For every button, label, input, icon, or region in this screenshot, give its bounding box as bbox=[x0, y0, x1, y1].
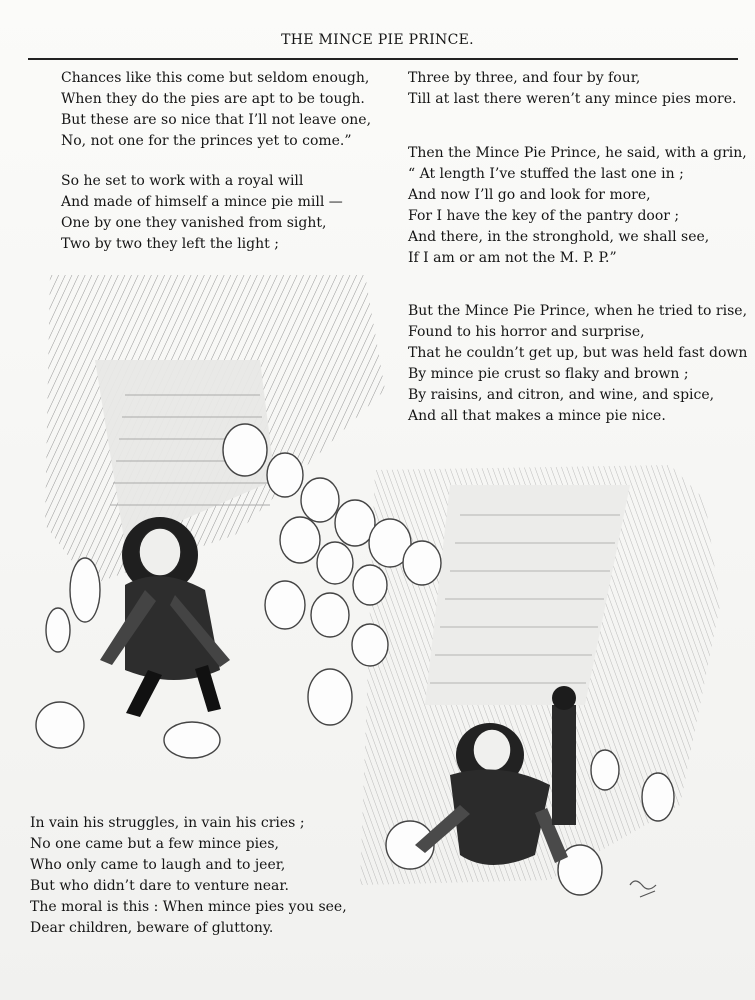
poem-line: Who only came to laugh and to jeer, bbox=[30, 857, 286, 873]
poem-stanza-left-middle bbox=[61, 171, 343, 255]
poem-line: And made of himself a mince pie mill — bbox=[61, 194, 343, 210]
poem-line: By mince pie crust so flaky and brown ; bbox=[408, 366, 689, 382]
signature-mark bbox=[630, 881, 656, 897]
poem-stanza-left-bottom bbox=[30, 813, 347, 939]
poem-line: One by one they vanished from sight, bbox=[61, 215, 327, 231]
poem-stanza-right-top bbox=[408, 68, 736, 110]
newel-post bbox=[552, 686, 576, 825]
poem-stanza-right-middle bbox=[408, 143, 747, 269]
poem-line: No one came but a few mince pies, bbox=[30, 836, 279, 852]
poem-line: By raisins, and citron, and wine, and spice, bbox=[408, 387, 715, 403]
poem-line: No, not one for the princes yet to come.” bbox=[61, 133, 352, 149]
poem-line: But who didn’t dare to venture near. bbox=[30, 878, 289, 894]
poem-line: Then the Mince Pie Prince, he said, with a grin, bbox=[408, 145, 747, 161]
poem-line: Two by two they left the light ; bbox=[61, 236, 279, 252]
poem-line: If I am or am not the M. P. P.” bbox=[408, 250, 617, 266]
poem-line: And there, in the stronghold, we shall see, bbox=[408, 229, 710, 245]
poem-line: Chances like this come but seldom enough, bbox=[61, 70, 370, 86]
page-title: THE MINCE PIE PRINCE. bbox=[281, 32, 474, 48]
poem-line: Found to his horror and surprise, bbox=[408, 324, 645, 340]
poem-line: And now I’ll go and look for more, bbox=[408, 187, 651, 203]
header-rule bbox=[28, 58, 738, 60]
poem-line: Till at last there weren’t any mince pies more. bbox=[408, 91, 737, 107]
poem-stanza-left-top bbox=[61, 68, 371, 152]
poem-line: So he set to work with a royal will bbox=[61, 173, 304, 189]
poem-line: The moral is this : When mince pies you see, bbox=[30, 899, 347, 915]
poem-line: Dear children, beware of gluttony. bbox=[30, 920, 274, 936]
poem-line: But the Mince Pie Prince, when he tried to rise, bbox=[408, 303, 748, 319]
stairway-left bbox=[45, 275, 385, 585]
poem-line: And all that makes a mince pie nice. bbox=[408, 408, 666, 424]
poem-line: That he couldn’t get up, but was held fast down bbox=[408, 345, 748, 361]
poem-line: “ At length I’ve stuffed the last one in ; bbox=[408, 166, 684, 182]
poem-line: Three by three, and four by four, bbox=[408, 70, 641, 86]
poem-line: But these are so nice that I’ll not leave one, bbox=[61, 112, 372, 128]
poem-line: In vain his struggles, in vain his cries ; bbox=[30, 815, 305, 831]
poem-line: For I have the key of the pantry door ; bbox=[408, 208, 680, 224]
poem-line: When they do the pies are apt to be tough. bbox=[61, 91, 365, 107]
